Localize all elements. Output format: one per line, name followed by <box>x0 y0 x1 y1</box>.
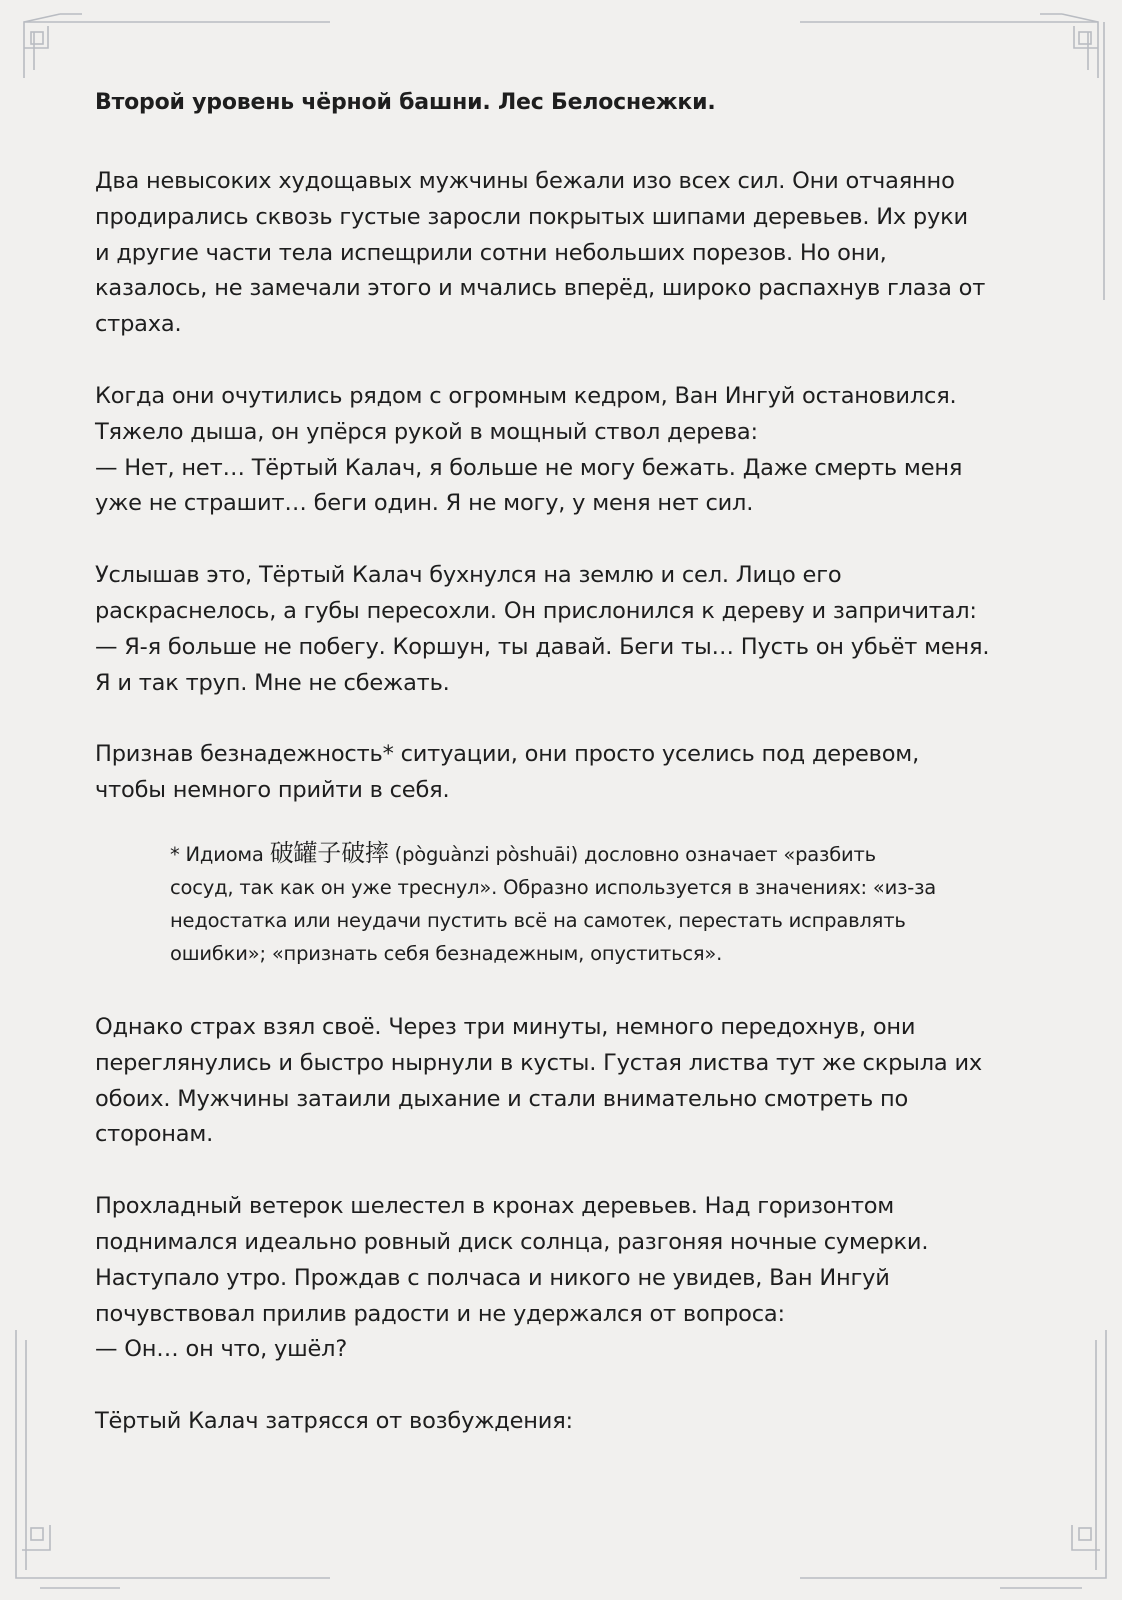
footnote-line: сосуд, так как он уже треснул». Образно используется в значениях: «из-за <box>170 875 937 899</box>
footnote-prefix: * Идиома <box>170 842 270 866</box>
paragraph-7 <box>95 1404 1030 1440</box>
text-line: Тёртый Калач затрясся от возбуждения: <box>95 1408 573 1435</box>
footnote-line: недостатка или неудачи пустить всё на самотек, перестать исправлять <box>170 908 906 932</box>
text-line: Однако страх взял своё. Через три минуты, немного передохнув, они <box>95 1013 916 1040</box>
text-line: продирались сквозь густые заросли покрытых шипами деревьев. Их руки <box>95 203 968 230</box>
text-line: Я и так труп. Мне не сбежать. <box>95 669 450 696</box>
text-line: Два невысоких худощавых мужчины бежали изо всех сил. Они отчаянно <box>95 168 955 194</box>
text-line: страха. <box>95 311 182 338</box>
paragraph-4 <box>95 737 1030 809</box>
text-line: Признав безнадежность* ситуации, они просто уселись под деревом, <box>95 741 920 768</box>
text-line: Услышав это, Тёртый Калач бухнулся на землю и сел. Лицо его <box>95 562 842 589</box>
text-line: — Он… он что, ушёл? <box>95 1336 348 1363</box>
text-line: Наступало утро. Прождав с полчаса и никого не увидев, Ван Ингуй <box>95 1264 890 1291</box>
text-line: чтобы немного прийти в себя. <box>95 777 450 804</box>
paragraph-6 <box>95 1189 1030 1368</box>
text-line: и другие части тела испещрили сотни небольших порезов. Но они, <box>95 239 887 266</box>
paragraph-2 <box>95 379 1030 522</box>
footnote-rest: (pòguànzi pòshuāi) дословно означает «разбить <box>388 842 876 866</box>
text-line: поднимался идеально ровный диск солнца, разгоняя ночные сумерки. <box>95 1228 929 1255</box>
text-line: Когда они очутились рядом с огромным кедром, Ван Ингуй остановился. <box>95 382 957 409</box>
footnote-idiom: 破罐子破摔 <box>269 838 389 867</box>
text-line: Тяжело дыша, он упёрся рукой в мощный ствол дерева: <box>95 418 758 445</box>
paragraph-3 <box>95 558 1030 701</box>
text-line: казалось, не замечали этого и мчались вперёд, широко распахнув глаза от <box>95 275 986 302</box>
text-line: сторонам. <box>95 1121 214 1148</box>
text-line: обоих. Мужчины затаили дыхание и стали внимательно смотреть по <box>95 1085 909 1112</box>
text-line: Прохладный ветерок шелестел в кронах деревьев. Над горизонтом <box>95 1193 895 1220</box>
paragraph-1 <box>95 164 1030 343</box>
footnote-first-line <box>170 837 1010 871</box>
text-line: — Я-я больше не побегу. Коршун, ты давай. Беги ты… Пусть он убьёт меня. <box>95 633 990 660</box>
text-line: почувствовал прилив радости и не удержался от вопроса: <box>95 1300 785 1327</box>
text-line: переглянулись и быстро нырнули в кусты. Густая листва тут же скрыла их <box>95 1049 983 1076</box>
footnote <box>170 837 1010 970</box>
document-body <box>95 86 1030 1476</box>
text-line: раскраснелось, а губы пересохли. Он прислонился к дереву и запричитал: <box>95 597 977 624</box>
paragraph-5 <box>95 1010 1030 1153</box>
text-line: уже не страшит… беги один. Я не могу, у меня нет сил. <box>95 490 754 517</box>
chapter-heading: Второй уровень чёрной башни. Лес Белоснежки. <box>95 90 716 115</box>
footnote-line: ошибки»; «признать себя безнадежным, опуститься». <box>170 941 723 965</box>
text-line: — Нет, нет… Тёртый Калач, я больше не могу бежать. Даже смерть меня <box>95 454 963 481</box>
